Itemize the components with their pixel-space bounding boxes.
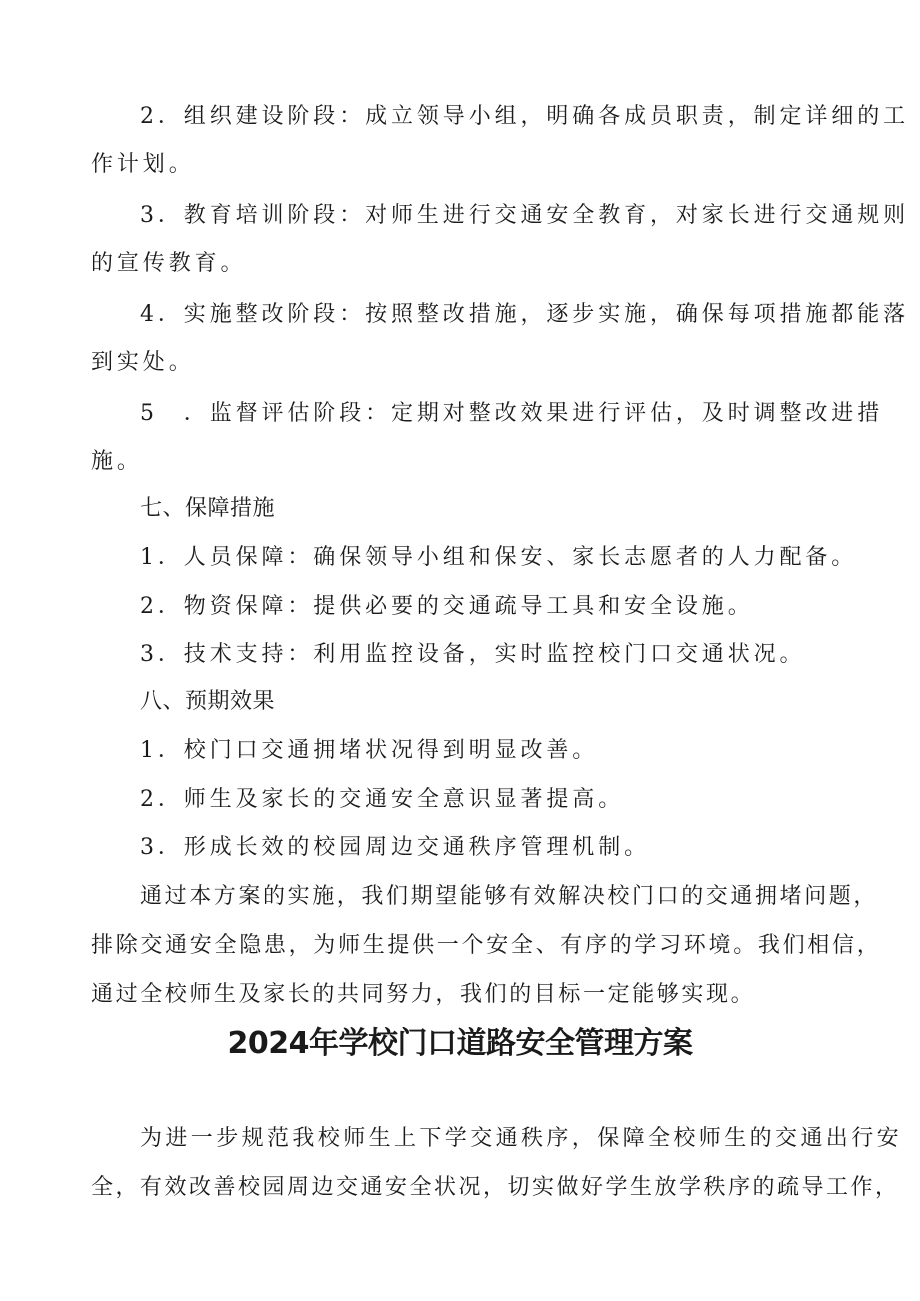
stage-item-5-line2: 施。 bbox=[91, 449, 143, 474]
section-7-item-1: 1．人员保障：确保领导小组和保安、家长志愿者的人力配备。 bbox=[140, 545, 858, 570]
stage-item-3-line2: 的宣传教育。 bbox=[91, 251, 247, 276]
stage-item-2-line2: 作计划。 bbox=[91, 152, 195, 177]
conclusion-line-1: 通过本方案的实施，我们期望能够有效解决校门口的交通拥堵问题， bbox=[140, 884, 879, 909]
document-title: 2024年学校门口道路安全管理方案 bbox=[227, 1026, 693, 1061]
stage-item-5-line1: 5 ．监督评估阶段：定期对整改效果进行评估，及时调整改进措 bbox=[140, 401, 884, 426]
stage-item-3-line1: 3．教育培训阶段：对师生进行交通安全教育，对家长进行交通规则 bbox=[140, 203, 909, 228]
conclusion-line-2: 排除交通安全隐患，为师生提供一个安全、有序的学习环境。我们相信， bbox=[91, 933, 882, 958]
stage-item-2-line1: 2．组织建设阶段：成立领导小组，明确各成员职责，制定详细的工 bbox=[140, 104, 909, 129]
section-7-item-3: 3．技术支持：利用监控设备，实时监控校门口交通状况。 bbox=[140, 642, 806, 667]
section-7-item-2: 2．物资保障：提供必要的交通疏导工具和安全设施。 bbox=[140, 594, 754, 619]
section-8-item-3: 3．形成长效的校园周边交通秩序管理机制。 bbox=[140, 835, 650, 860]
stage-item-4-line2: 到实处。 bbox=[91, 350, 195, 375]
stage-item-4-line1: 4．实施整改阶段：按照整改措施，逐步实施，确保每项措施都能落 bbox=[140, 302, 909, 327]
section-7-heading: 七、保障措施 bbox=[140, 496, 276, 521]
conclusion-line-3: 通过全校师生及家长的共同努力，我们的目标一定能够实现。 bbox=[91, 982, 756, 1007]
section-8-heading: 八、预期效果 bbox=[140, 689, 276, 714]
intro-line-1: 为进一步规范我校师生上下学交通秩序，保障全校师生的交通出行安 bbox=[140, 1126, 903, 1151]
section-8-item-1: 1．校门口交通拥堵状况得到明显改善。 bbox=[140, 738, 599, 763]
intro-line-2: 全，有效改善校园周边交通安全状况，切实做好学生放学秩序的疏导工作， bbox=[91, 1175, 900, 1200]
section-8-item-2: 2．师生及家长的交通安全意识显著提高。 bbox=[140, 787, 625, 812]
